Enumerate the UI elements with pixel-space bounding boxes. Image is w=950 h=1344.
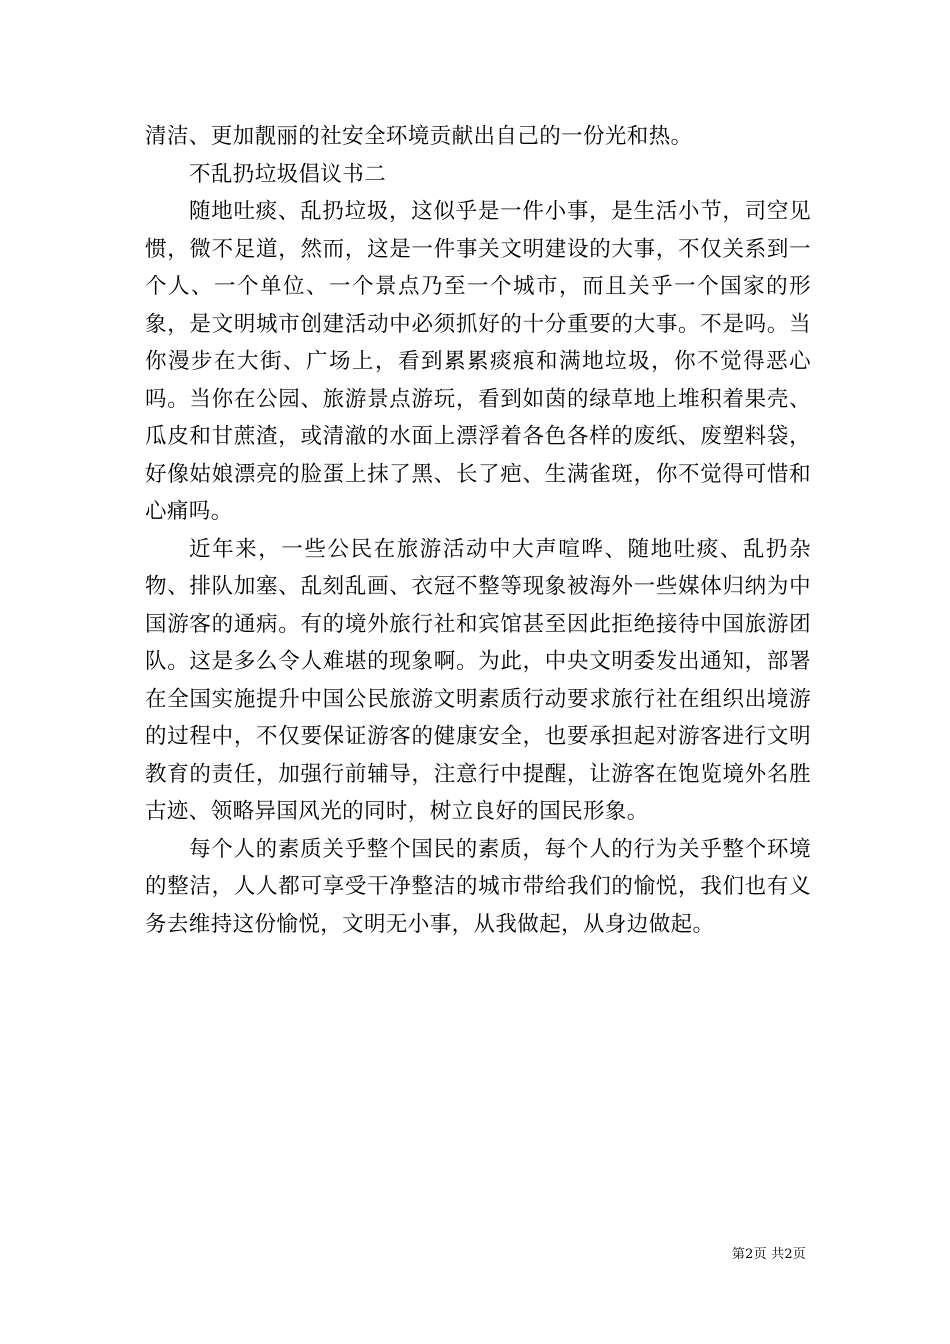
page-prefix: 第 bbox=[731, 1247, 746, 1262]
paragraph-3: 每个人的素质关乎整个国民的素质，每个人的行为关乎整个环境的整洁，人人都可享受干净整洁的城市带给我们的愉悦，我们也有义务去维持这份愉悦，文明无小事，从我做起，从身边做起。 bbox=[145, 836, 811, 937]
continuation-text: 清洁、更加靓丽的社安全环境贡献出自己的一份光和热。 bbox=[145, 124, 693, 149]
paragraph-1: 随地吐痰、乱扔垃圾，这似乎是一件小事，是生活小节，司空见惯，微不足道，然而，这是一件事关文明建设的大事，不仅关系到一个人、一个单位、一个景点乃至一个城市，而且关乎一个国家的形象，是文明城市创建活动中必须抓好的十分重要的大事。不是吗。当你漫步在大街、广场上，看到累累痰痕和满地垃圾，你不觉得恶心吗。当你在公园、旅游景点游玩，看到如茵的绿草地上堆积着果壳、瓜皮和甘蔗渣，或清澈的水面上漂浮着各色各样的废纸、废塑料袋，好像姑娘漂亮的脸蛋上抹了黑、长了疤、生满雀斑，你不觉得可惜和心痛吗。 bbox=[145, 199, 811, 524]
page-middle: 页 共 bbox=[753, 1247, 785, 1262]
total-pages-number: 2 bbox=[784, 1247, 793, 1262]
document-body bbox=[145, 118, 811, 943]
page-number-footer bbox=[732, 1247, 806, 1263]
paragraph-2: 近年来，一些公民在旅游活动中大声喧哗、随地吐痰、乱扔杂物、排队加塞、乱刻乱画、衣冠不整等现象被海外一些媒体归纳为中国游客的通病。有的境外旅行社和宾馆甚至因此拒绝接待中国旅游团队。这是多么令人难堪的现象啊。为此，中央文明委发出通知，部署在全国实施提升中国公民旅游文明素质行动要求旅行社在组织出境游的过程中，不仅要保证游客的健康安全，也要承担起对游客进行文明教育的责任，加强行前辅导，注意行中提醒，让游客在饱览境外名胜古迹、领略异国风光的同时，树立良好的国民形象。 bbox=[145, 536, 811, 824]
current-page-number: 2 bbox=[745, 1247, 754, 1262]
page-suffix: 页 bbox=[792, 1247, 806, 1262]
section-heading: 不乱扔垃圾倡议书二 bbox=[189, 161, 387, 187]
